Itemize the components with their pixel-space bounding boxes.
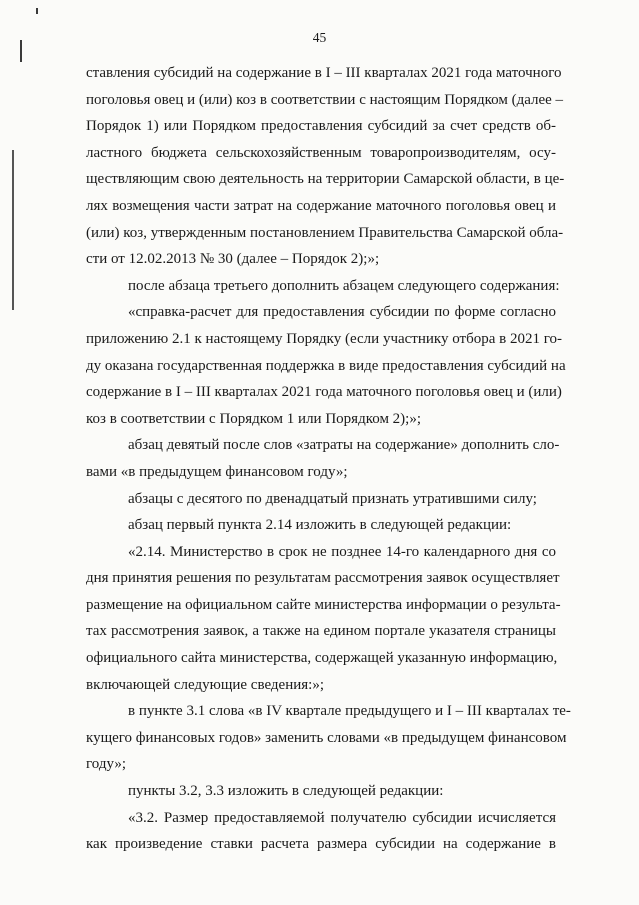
- text-line: Порядок 1) или Порядком предоставления субсидий за счет средств об-: [86, 118, 556, 135]
- text-line: тах рассмотрения заявок, а также на едином портале указателя страницы: [86, 623, 556, 640]
- text-line: кущего финансовых годов» заменить словами «в предыдущем финансовом: [86, 729, 567, 746]
- text-line: коз в соответствии с Порядком 1 или Порядком 2);»;: [86, 410, 422, 427]
- text-line: после абзаца третьего дополнить абзацем следующего содержания:: [128, 277, 560, 294]
- text-line: официального сайта министерства, содержащей указанную информацию,: [86, 650, 558, 667]
- scan-mark: [12, 150, 14, 310]
- text-line: вами «в предыдущем финансовом году»;: [86, 463, 348, 480]
- scan-mark: [36, 8, 38, 14]
- text-line: поголовья овец и (или) коз в соответствии с настоящим Порядком (далее –: [86, 91, 564, 108]
- text-line: «3.2. Размер предоставляемой получателю субсидии исчисляется: [128, 809, 556, 826]
- document-body: [86, 60, 571, 858]
- text-line: абзацы с десятого по двенадцатый признать утратившими силу;: [128, 490, 537, 507]
- text-line: содержание в I – III кварталах 2021 года маточного поголовья овец и (или): [86, 384, 562, 401]
- text-line: «справка-расчет для предоставления субсидии по форме согласно: [128, 304, 556, 321]
- text-line: ду оказана государственная поддержка в виде предоставления субсидий на: [86, 357, 566, 374]
- text-line: ществляющим свою деятельность на территории Самарской области, в це-: [86, 171, 565, 188]
- text-line: сти от 12.02.2013 № 30 (далее – Порядок 2);»;: [86, 251, 380, 268]
- text-line: «2.14. Министерство в срок не позднее 14-го календарного дня со: [128, 543, 556, 560]
- text-line: размещение на официальном сайте министерства информации о результа-: [86, 596, 561, 613]
- text-line: пункты 3.2, 3.3 изложить в следующей редакции:: [128, 783, 444, 800]
- text-line: дня принятия решения по результатам рассмотрения заявок осуществляет: [86, 570, 560, 587]
- text-line: ставления субсидий на содержание в I – III кварталах 2021 года маточного: [86, 65, 562, 81]
- text-line: году»;: [86, 756, 127, 773]
- page-number: 45: [312, 30, 327, 45]
- text-line: в пункте 3.1 слова «в IV квартале предыдущего и I – III кварталах те-: [128, 703, 571, 720]
- text-line: приложению 2.1 к настоящему Порядку (если участнику отбора в 2021 го-: [86, 330, 562, 347]
- text-line: (или) коз, утвержденным постановлением Правительства Самарской обла-: [86, 224, 564, 241]
- text-line: лях возмещения части затрат на содержание маточного поголовья овец и: [86, 197, 556, 214]
- text-line: абзац девятый после слов «затраты на содержание» дополнить сло-: [128, 437, 560, 454]
- text-line: ластного бюджета сельскохозяйственным товаропроизводителям, осу-: [86, 144, 556, 161]
- text-line: как произведение ставки расчета размера субсидии на содержание в: [86, 836, 556, 853]
- text-line: абзац первый пункта 2.14 изложить в следующей редакции:: [128, 517, 512, 534]
- text-line: включающей следующие сведения:»;: [86, 676, 325, 693]
